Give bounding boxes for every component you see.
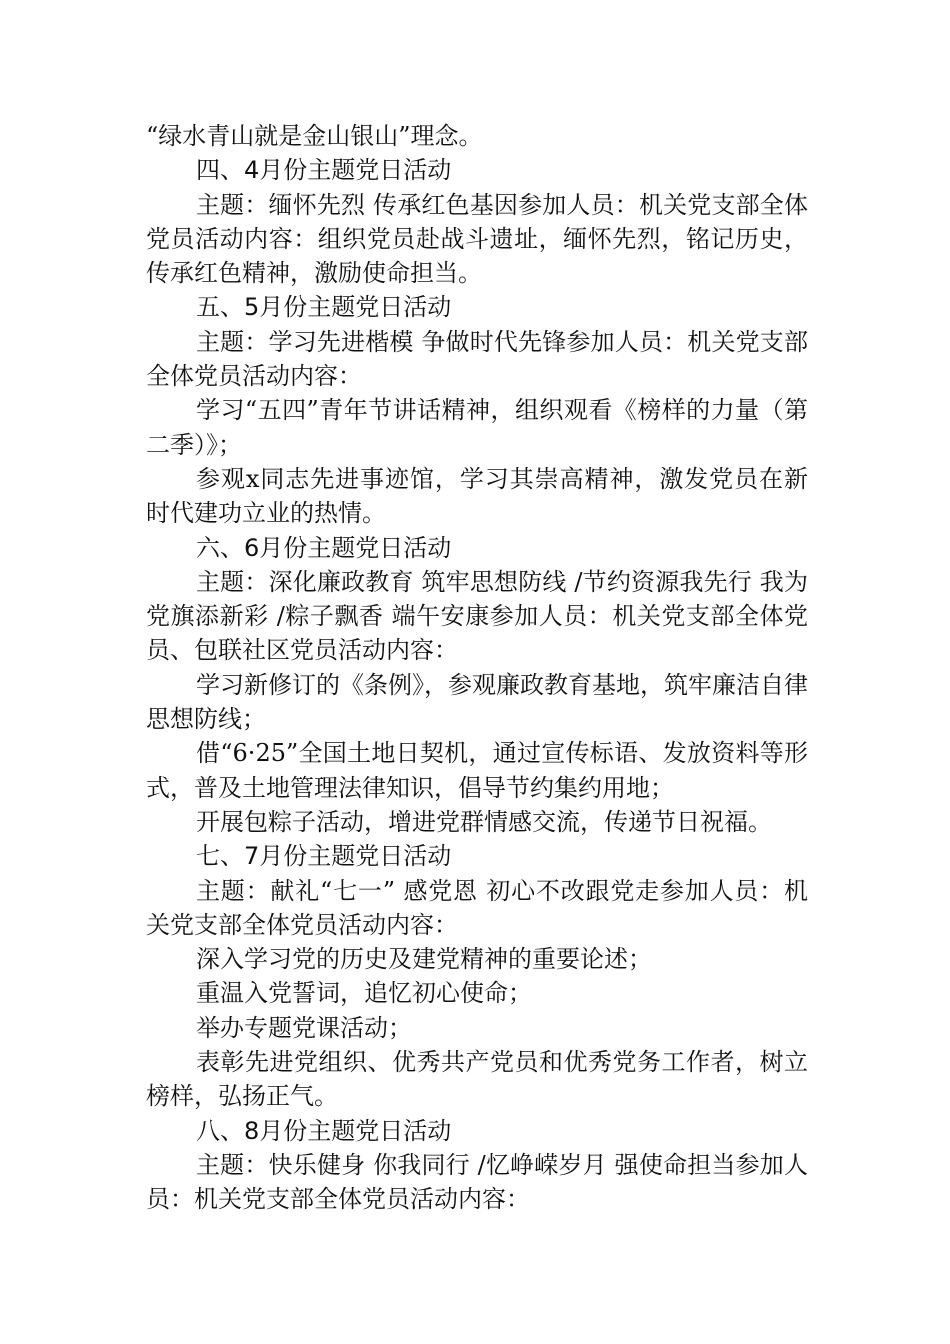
paragraph-text: 参观x同志先进事迹馆，学习其崇高精神，激发党员在新时代建功立业的热情。 <box>146 464 808 528</box>
paragraph-text: 开展包粽子活动，增进党群情感交流，传递节日祝福。 <box>196 807 772 836</box>
section-heading-april: 四、4月份主题党日活动 <box>196 156 452 185</box>
paragraph-text: 学习新修订的《条例》，参观廉政教育基地，筑牢廉洁自律思想防线； <box>146 670 808 734</box>
section-heading-may: 五、5月份主题党日活动 <box>196 293 452 322</box>
paragraph-text: 借“6·25”全国土地日契机，通过宣传标语、发放资料等形式，普及土地管理法律知识，倡导节约集约用地； <box>146 739 808 802</box>
document-body <box>146 119 808 1217</box>
paragraph-text: 主题：学习先进楷模 争做时代先锋参加人员：机关党支部全体党员活动内容： <box>146 327 808 391</box>
paragraph-text: 主题：快乐健身 你我同行 /忆峥嵘岁月 强使命担当参加人员：机关党支部全体党员活动内容： <box>146 1150 808 1214</box>
paragraph-text: 深入学习党的历史及建党精神的重要论述； <box>196 945 652 974</box>
paragraph-text: 学习“五四”青年节讲话精神，组织观看《榜样的力量（第二季）》； <box>146 396 808 459</box>
paragraph-text: 主题：缅怀先烈 传承红色基因参加人员：机关党支部全体党员活动内容：组织党员赴战斗遗址，缅怀先烈，铭记历史，传承红色精神，激励使命担当。 <box>146 190 808 288</box>
paragraph-text: 表彰先进党组织、优秀共产党员和优秀党务工作者，树立榜样，弘扬正气。 <box>146 1048 808 1111</box>
paragraph-text: 主题：深化廉政教育 筑牢思想防线 /节约资源我先行 我为党旗添新彩 /粽子飘香 端午安康参加人员：机关党支部全体党员、包联社区党员活动内容： <box>146 567 808 665</box>
section-heading-july: 七、7月份主题党日活动 <box>196 842 452 871</box>
section-heading-june: 六、6月份主题党日活动 <box>196 533 452 562</box>
paragraph-text: 举办专题党课活动； <box>196 1013 412 1042</box>
paragraph-text: 主题：献礼“七一” 感党恩 初心不改跟党走参加人员：机关党支部全体党员活动内容： <box>146 876 808 939</box>
paragraph-text: “绿水青山就是金山银山”理念。 <box>146 122 483 150</box>
paragraph-text: 重温入党誓词，追忆初心使命； <box>196 979 532 1008</box>
section-heading-august: 八、8月份主题党日活动 <box>196 1116 452 1145</box>
